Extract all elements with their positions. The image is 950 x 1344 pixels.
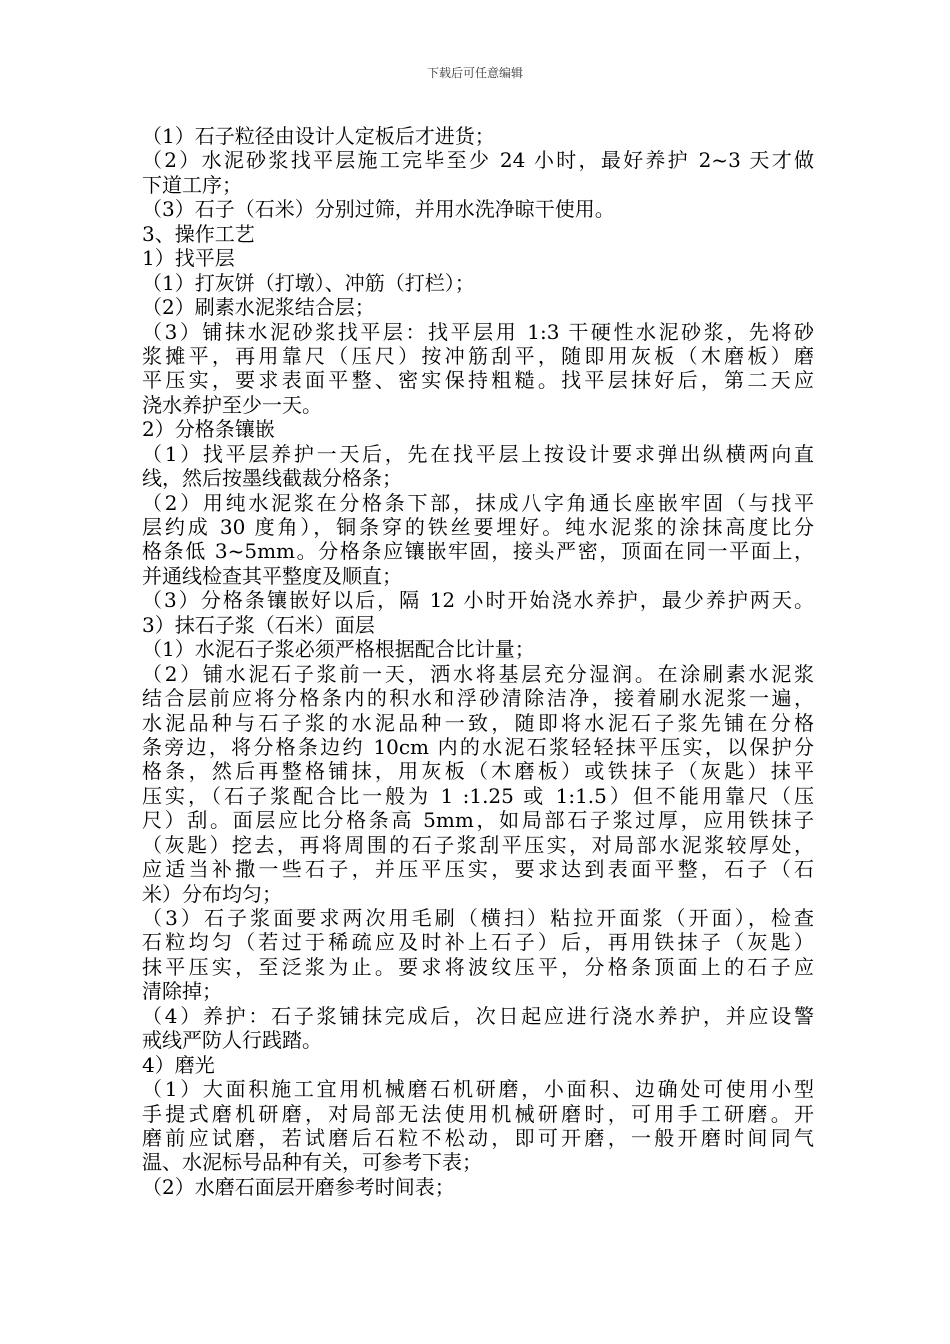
page-header: 下载后可任意编辑 (426, 66, 523, 80)
text-line: 浆摊平，再用靠尺（压尺）按冲筋刮平，随即用灰板（木磨板）磨 (142, 343, 814, 368)
text-line: 石粒均匀（若过于稀疏应及时补上石子）后，再用铁抹子（灰匙） (142, 930, 814, 955)
text-line: 4）磨光 (142, 1052, 215, 1077)
text-line: （1）打灰饼（打墩）、冲筋（打栏）； (142, 270, 475, 295)
text-line: 层约成 30 度角），铜条穿的铁丝要埋好。纯水泥浆的涂抹高度比分 (142, 515, 814, 539)
text-line: 浇水养护至少一天。 (142, 392, 322, 417)
text-line: 清除掉； (142, 979, 222, 1004)
text-line: （3）石子（石米）分别过筛，并用水洗净晾干使用。 (142, 197, 615, 222)
text-line: 抹平压实，至泛浆为止。要求将波纹压平，分格条顶面上的石子应 (142, 954, 814, 979)
text-line: （2）水泥砂浆找平层施工完毕至少 24 小时，最好养护 2~3 天才做 (142, 148, 814, 173)
text-line: （1）大面积施工宜用机械磨石机研磨，小面积、边确处可使用小型 (142, 1077, 814, 1102)
text-line: 2）分格条镶嵌 (142, 417, 275, 442)
text-line: 线，然后按墨线截裁分格条； (142, 466, 402, 491)
text-line: （2）刷素水泥浆结合层； (142, 295, 375, 320)
text-line: （2）用纯水泥浆在分格条下部，抹成八字角通长座嵌牢固（与找平 (142, 490, 814, 515)
text-line: （1）石子粒径由设计人定板后才进货； (142, 124, 495, 148)
text-line: 温、水泥标号品种有关，可参考下表； (142, 1150, 482, 1175)
text-line: （灰匙）挖去，再将周围的石子浆刮平压实，对局部水泥浆较厚处， (142, 832, 814, 857)
text-line: （2）水磨石面层开磨参考时间表； (142, 1174, 455, 1199)
text-line: 1）找平层 (142, 246, 235, 271)
text-line: （4）养护：石子浆铺抹完成后，次日起应进行浇水养护，并应设警 (142, 1003, 814, 1028)
text-line: 米）分布均匀； (142, 881, 282, 906)
text-line: 水泥品种与石子浆的水泥品种一致，随即将水泥石子浆先铺在分格 (142, 710, 814, 735)
text-line: （3）铺抹水泥砂浆找平层：找平层用 1:3 干硬性水泥砂浆，先将砂 (142, 319, 814, 344)
document-body (142, 124, 814, 1199)
text-line: （2）铺水泥石子浆前一天，洒水将基层充分湿润。在涂刷素水泥浆 (142, 661, 814, 686)
text-line: 结合层前应将分格条内的积水和浮砂清除洁净，接着刷水泥浆一遍， (142, 686, 814, 711)
text-line: 并通线检查其平整度及顺直； (142, 563, 402, 588)
text-line: 磨前应试磨，若试磨后石粒不松动，即可开磨，一般开磨时间同气 (142, 1125, 814, 1150)
text-line: 应适当补撒一些石子，并压平压实，要求达到表面平整，石子（石 (142, 857, 814, 882)
text-line: （1）水泥石子浆必须严格根据配合比计量； (142, 637, 535, 662)
text-line: 手提式磨机研磨，对局部无法使用机械研磨时，可用手工研磨。开 (142, 1101, 814, 1126)
text-line: （3）石子浆面要求两次用毛刷（横扫）粘拉开面浆（开面），检查 (142, 906, 814, 930)
text-line: 尺）刮。面层应比分格条高 5mm，如局部石子浆过厚，应用铁抹子 (142, 808, 814, 833)
text-line: 平压实，要求表面平整、密实保持粗糙。找平层抹好后，第二天应 (142, 368, 814, 393)
text-line: 格条，然后再整格铺抹，用灰板（木磨板）或铁抹子（灰匙）抹平 (142, 759, 814, 784)
text-line: 3、操作工艺 (142, 221, 255, 246)
text-line: 下道工序； (142, 172, 242, 197)
text-line: （1）找平层养护一天后，先在找平层上按设计要求弹出纵横两向直 (142, 441, 814, 466)
text-line: 格条低 3~5mm。分格条应镶嵌牢固，接头严密，顶面在同一平面上， (142, 539, 814, 564)
text-line: 戒线严防人行践踏。 (142, 1028, 322, 1053)
text-line: 3）抹石子浆（石米）面层 (142, 612, 375, 637)
text-line: 条旁边，将分格条边约 10cm 内的水泥石浆轻轻抹平压实，以保护分 (142, 734, 814, 759)
text-line: （3）分格条镶嵌好以后，隔 12 小时开始浇水养护，最少养护两天。 (142, 588, 814, 613)
text-line: 压实，（石子浆配合比一般为 1 :1.25 或 1:1.5）但不能用靠尺（压 (142, 783, 814, 808)
